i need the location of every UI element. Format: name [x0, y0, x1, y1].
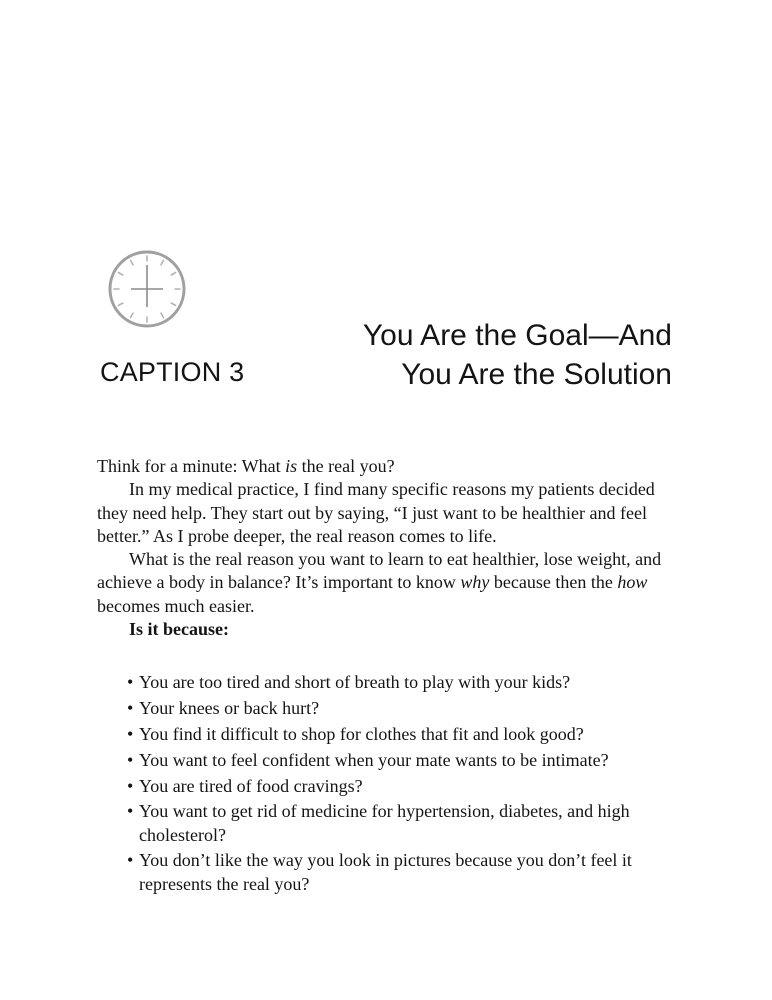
paragraph-3-text-c: becomes much easier. — [97, 595, 255, 616]
list-item-text: You are tired of food cravings? — [139, 775, 363, 796]
list-item — [127, 697, 677, 720]
list-item-text: You are too tired and short of breath to play with your kids? — [139, 672, 571, 693]
list-item-text: You want to feel confident when your mate wants to be intimate? — [139, 749, 609, 770]
bullet: • — [127, 775, 134, 796]
paragraph-3-emphasis-why: why — [460, 572, 490, 593]
list-item — [127, 671, 677, 694]
list-item — [127, 749, 677, 772]
chapter-title-line-1: You Are the Goal—And — [362, 319, 672, 352]
list-item-text: You find it difficult to shop for clothes that fit and look good? — [139, 723, 584, 744]
paragraph-3-text-b: because then the — [489, 572, 618, 593]
list-item — [127, 800, 677, 847]
bullet: • — [127, 723, 134, 744]
lead-in-heading: Is it because: — [129, 619, 229, 640]
list-item — [127, 775, 677, 798]
clock-icon — [107, 249, 187, 329]
paragraph-1-text-b: the real you? — [297, 456, 395, 476]
paragraph-3 — [97, 548, 677, 618]
chapter-title-line-2: You Are the Solution — [401, 358, 672, 391]
list-item-text: You don’t like the way you look in pictures because you don’t feel it represents the real you? — [139, 850, 632, 894]
paragraph-1-text-a: Think for a minute: What — [97, 456, 286, 476]
paragraph-2: In my medical practice, I find many specific reasons my patients decided they need help. They start out by saying, “I just want to be healthier and feel better.” As I probe deeper, the real reason comes to life. — [97, 479, 655, 546]
bullet: • — [127, 672, 134, 693]
list-item — [127, 723, 677, 746]
list-item — [127, 849, 677, 896]
paragraph-1 — [97, 455, 677, 478]
chapter-label: CAPTION 3 — [100, 357, 245, 387]
paragraph-1-emphasis: is — [285, 456, 298, 476]
bullet: • — [127, 698, 134, 719]
bullet: • — [127, 850, 134, 871]
paragraph-3-emphasis-how: how — [617, 572, 648, 593]
bullet: • — [127, 749, 134, 770]
body-text — [97, 455, 677, 899]
chapter-title — [272, 316, 672, 394]
paragraph-3-text-a: What is the real reason you want to learn to eat healthier, lose weight, and achieve a body in balance? It’s important to know — [97, 549, 662, 593]
bullet: • — [127, 801, 134, 822]
reasons-list — [97, 671, 677, 896]
list-item-text: Your knees or back hurt? — [139, 698, 320, 719]
list-item-text: You want to get rid of medicine for hypertension, diabetes, and high cholesterol? — [139, 801, 630, 845]
